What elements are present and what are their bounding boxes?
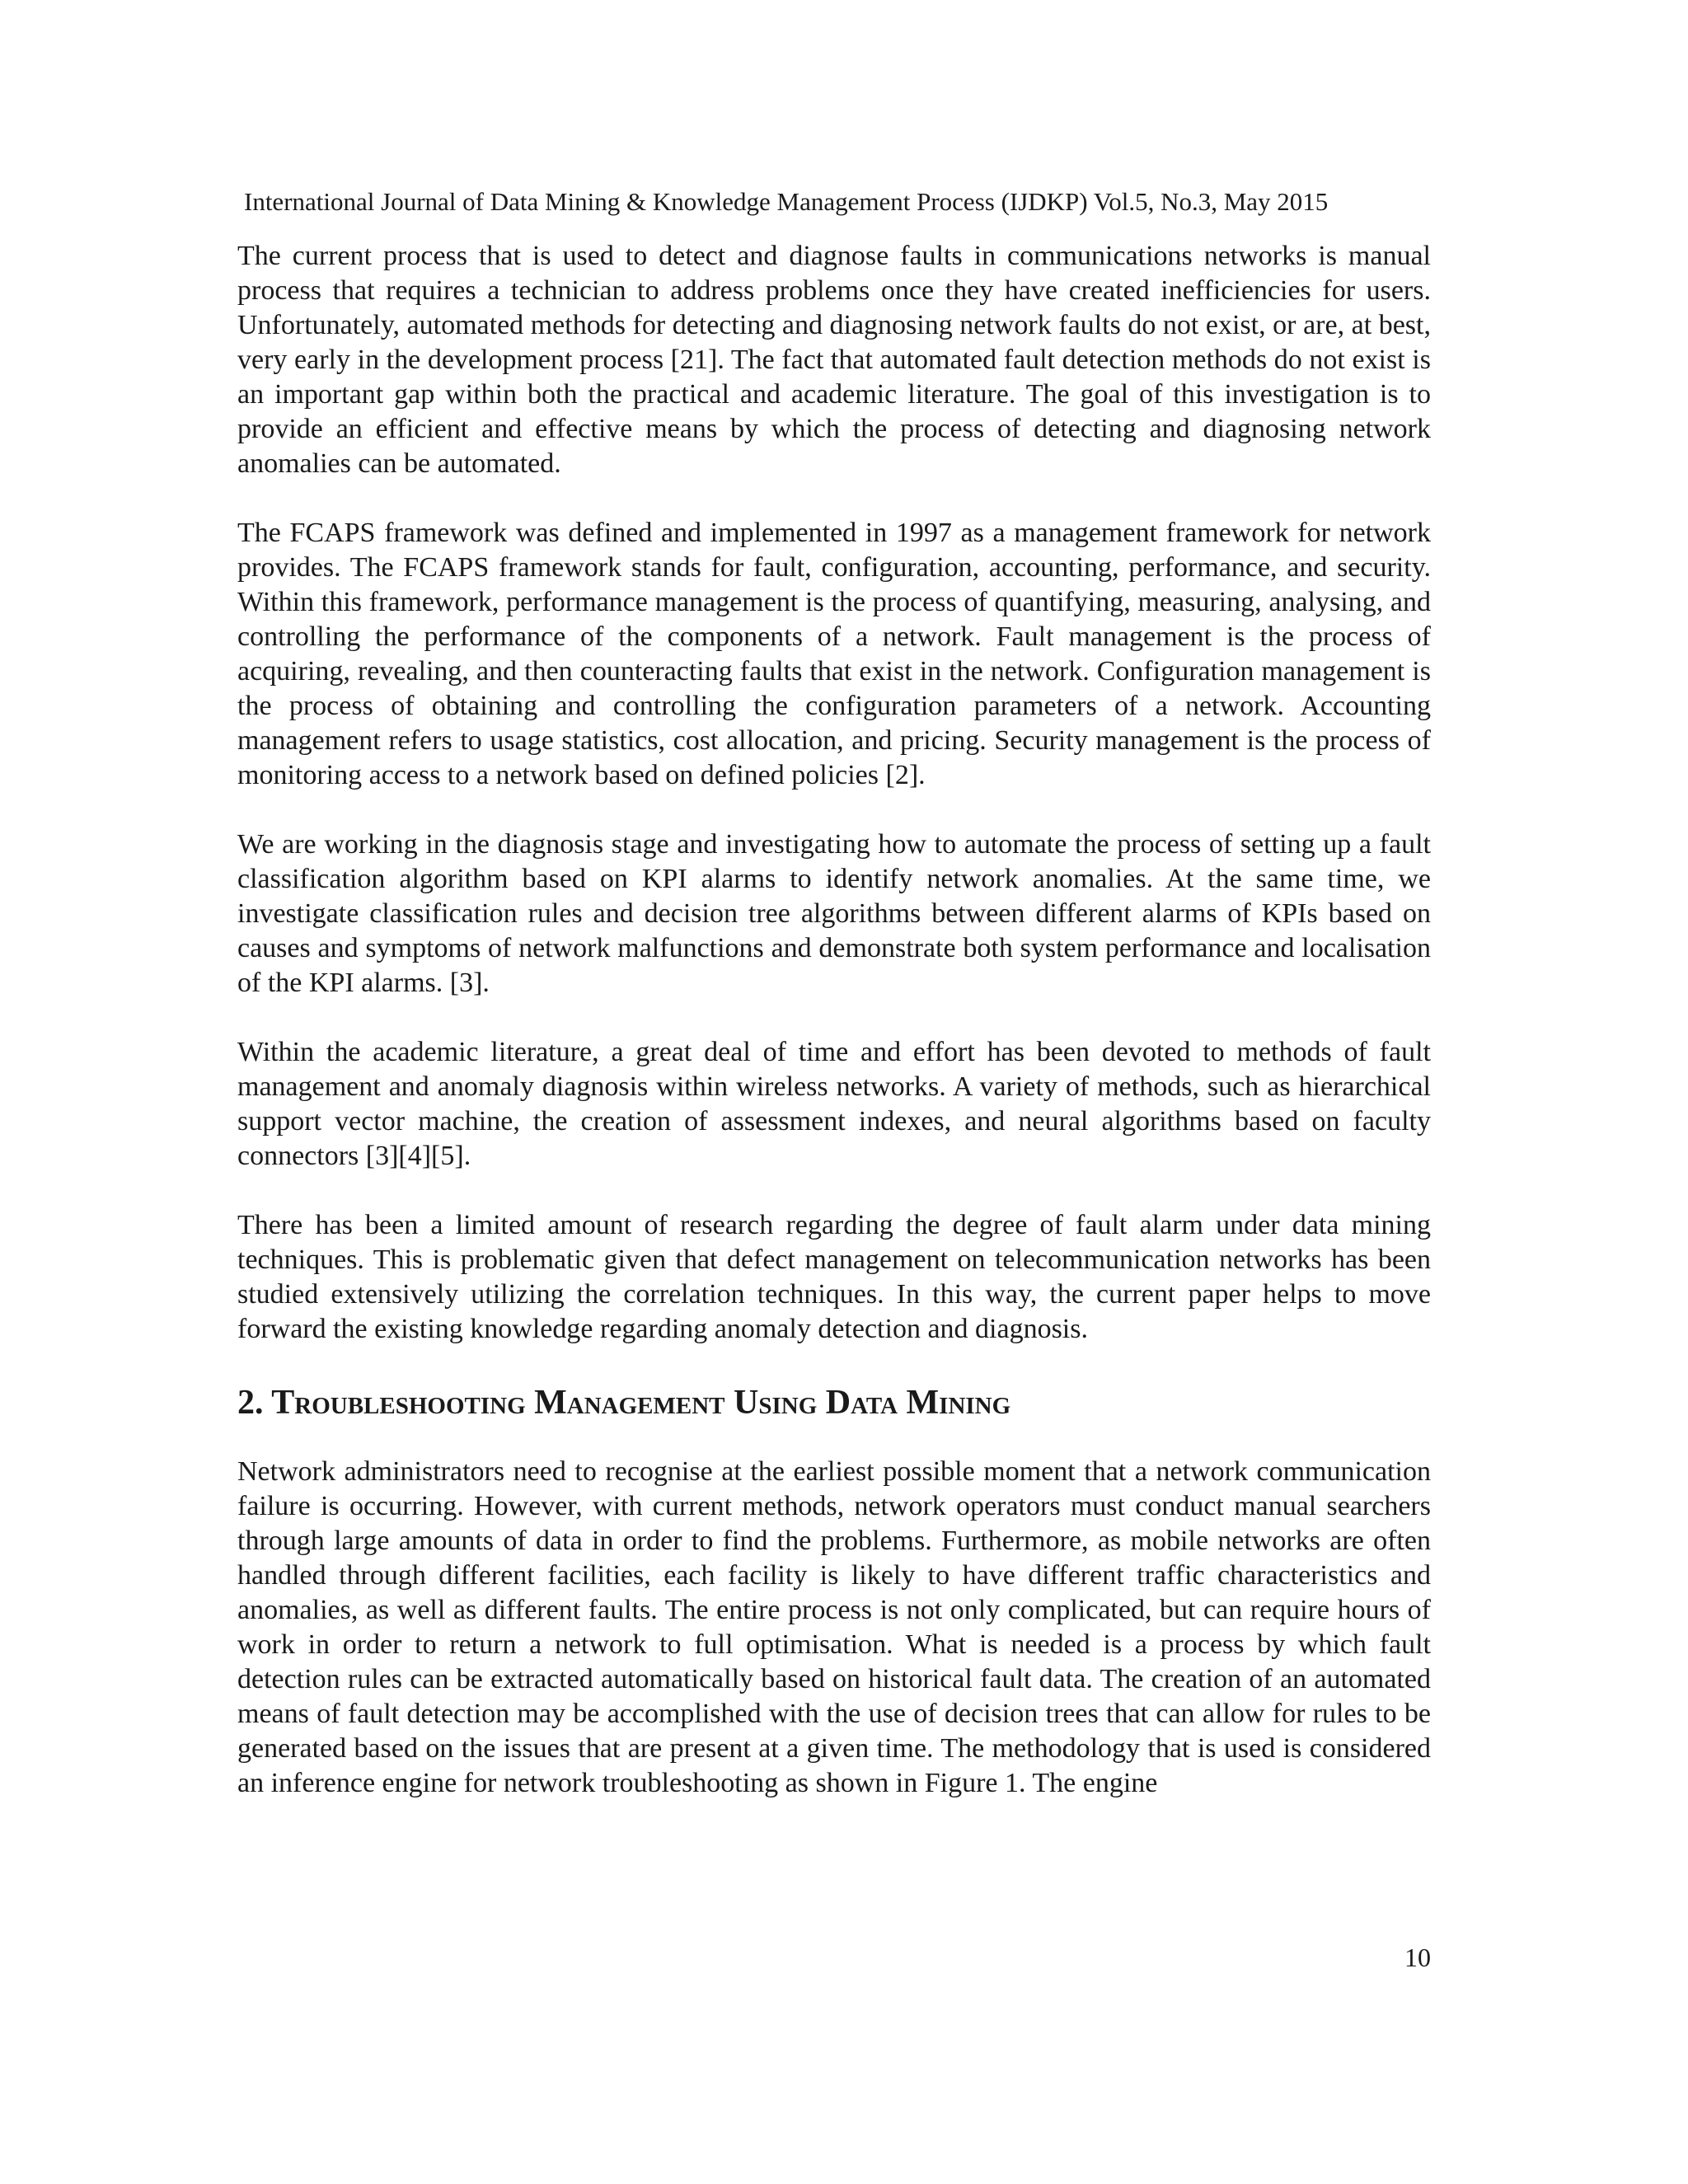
paragraph-academic-literature: Within the academic literature, a great deal of time and effort has been devoted to methods of fault management and anomaly diagnosis within wireless networks. A variety of methods, such as hierarchical support vector machine, the creation of assessment indexes, and neural algorithms based on faculty connectors [3][4][5].	[237, 1037, 1431, 1171]
paragraph-current-process: The current process that is used to detect and diagnose faults in communications networks is manual process that requires a technician to address problems once they have created inefficiencies for users. Unfortunately, automated methods for detecting and diagnosing network faults do not exist, or are, at best, very early in the development process [21]. The fact that automated fault detection methods do not exist is an important gap within both the practical and academic literature. The goal of this investigation is to provide an efficient and effective means by which the process of detecting and diagnosing network anomalies can be automated.	[237, 241, 1431, 479]
section-heading: 2. Troubleshooting Management Using Data Mining	[237, 1384, 1011, 1422]
paragraph-limited-research: There has been a limited amount of research regarding the degree of fault alarm under data mining techniques. This is problematic given that defect management on telecommunication networks has been studied extensively utilizing the correlation techniques. In this way, the current paper helps to move forward the existing knowledge regarding anomaly detection and diagnosis.	[237, 1210, 1431, 1344]
paragraph-diagnosis-stage: We are working in the diagnosis stage and investigating how to automate the process of setting up a fault classification algorithm based on KPI alarms to identify network anomalies. At the same time, we investigate classification rules and decision tree algorithms between different alarms of KPIs based on causes and symptoms of network malfunctions and demonstrate both system performance and localisation of the KPI alarms. [3].	[237, 829, 1431, 998]
paragraph-network-administrators: Network administrators need to recognise at the earliest possible moment that a network communication failure is occurring. However, with current methods, network operators must conduct manual searchers through large amounts of data in order to find the problems. Furthermore, as mobile networks are often handled through different facilities, each facility is likely to have different traffic characteristics and anomalies, as well as different faults. The entire process is not only complicated, but can require hours of work in order to return a network to full optimisation. What is needed is a process by which fault detection rules can be extracted automatically based on historical fault data. The creation of an automated means of fault detection may be accomplished with the use of decision trees that can allow for rules to be generated based on the issues that are present at a given time. The methodology that is used is considered an inference engine for network troubleshooting as shown in Figure 1. The engine	[237, 1456, 1431, 1798]
body-text	[237, 239, 1431, 1801]
journal-running-header: International Journal of Data Mining & Knowledge Management Process (IJDKP) Vol.5, No.3, May 2015	[244, 187, 1329, 216]
paragraph-fcaps-framework: The FCAPS framework was defined and implemented in 1997 as a management framework for network provides. The FCAPS framework stands for fault, configuration, accounting, performance, and security. Within this framework, performance management is the process of quantifying, measuring, analysing, and controlling the performance of the components of a network. Fault management is the process of acquiring, revealing, and then counteracting faults that exist in the network. Configuration management is the process of obtaining and controlling the configuration parameters of a network. Accounting management refers to usage statistics, cost allocation, and pricing. Security management is the process of monitoring access to a network based on defined policies [2].	[237, 518, 1431, 790]
page-number: 10	[1404, 1943, 1431, 1972]
